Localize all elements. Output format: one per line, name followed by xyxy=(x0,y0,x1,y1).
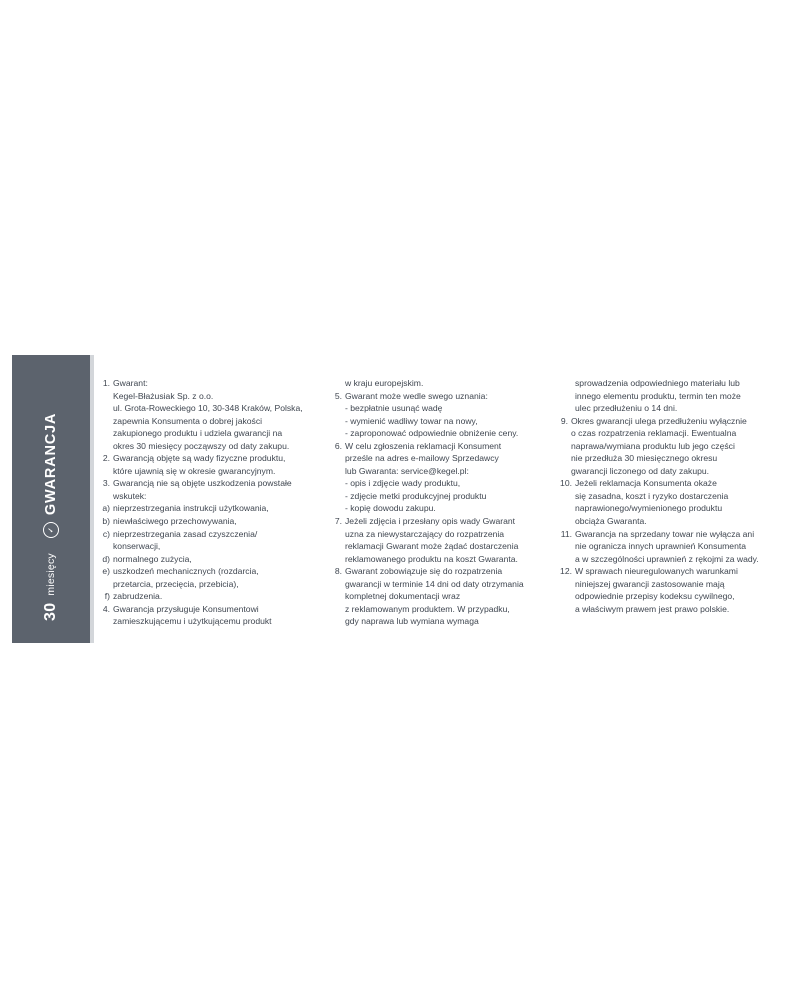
warranty-clause xyxy=(100,477,332,502)
clause-line: obciąża Gwaranta. xyxy=(575,516,647,527)
warranty-clause xyxy=(332,565,558,628)
clause-number: 6. xyxy=(334,440,342,451)
warranty-clause xyxy=(100,590,332,603)
warranty-clause xyxy=(100,603,332,628)
warranty-clause xyxy=(100,377,332,452)
clause-line: reklamowanego produktu na koszt Gwaranta. xyxy=(345,553,518,564)
clause-line: niewłaściwego przechowywania, xyxy=(113,516,237,527)
clause-line: Gwarancja przysługuje Konsumentowi xyxy=(113,603,259,614)
clause-text xyxy=(575,477,788,527)
clause-line: gwarancji liczonego od daty zakupu. xyxy=(571,465,710,476)
clause-number: b) xyxy=(102,516,110,527)
clause-line: o czas rozpatrzenia reklamacji. Ewentualna xyxy=(571,428,737,439)
clause-line: zakupionego produktu i udziela gwarancji na xyxy=(113,428,283,439)
clause-text xyxy=(113,477,332,502)
clause-text xyxy=(113,502,332,515)
warranty-clause xyxy=(100,528,332,553)
clause-line: niniejszej gwarancji zastosowanie mają xyxy=(575,578,725,589)
clause-number: 9. xyxy=(560,415,568,426)
clause-line: W celu zgłoszenia reklamacji Konsument xyxy=(345,440,502,451)
clause-number: 12. xyxy=(560,566,572,577)
clause-line: a właściwym prawem jest prawo polskie. xyxy=(575,603,730,614)
clause-line: nieprzestrzegania instrukcji użytkowania, xyxy=(113,503,269,514)
warranty-clause xyxy=(558,477,788,527)
clause-line: - kopię dowodu zakupu. xyxy=(345,503,436,514)
warranty-clause xyxy=(332,390,558,440)
clause-line: W sprawach nieuregulowanych warunkami xyxy=(575,566,738,577)
clause-number: 10. xyxy=(560,478,572,489)
warranty-clause xyxy=(100,502,332,515)
clause-line: konserwacji, xyxy=(113,541,161,552)
clause-line: - bezpłatnie usunąć wadę xyxy=(345,403,443,414)
clause-line: prześle na adres e-mailowy Sprzedawcy xyxy=(345,453,499,464)
clause-line: okres 30 miesięcy począwszy od daty zakupu. xyxy=(113,440,290,451)
clause-line: Gwarancją nie są objęte uszkodzenia powstałe xyxy=(113,478,292,489)
clause-line: Gwarant może wedle swego uznania: xyxy=(345,390,488,401)
warranty-side-bar-content xyxy=(12,355,90,643)
clause-line: uzna za niewystarczający do rozpatrzenia xyxy=(345,528,505,539)
clause-line: ul. Grota-Roweckiego 10, 30-348 Kraków, Polska, xyxy=(113,403,303,414)
clause-line: Okres gwarancji ulega przedłużeniu wyłącznie xyxy=(571,415,747,426)
clause-line: Jeżeli reklamacja Konsumenta okaże xyxy=(575,478,717,489)
warranty-months-number: 30 xyxy=(42,602,59,621)
clause-line: lub Gwaranta: service@kegel.pl: xyxy=(345,465,469,476)
warranty-clause xyxy=(100,452,332,477)
continuation-line: innego elementu produktu, termin ten może xyxy=(575,390,741,401)
clause-number: 3. xyxy=(102,478,110,489)
clause-text xyxy=(575,565,788,615)
clause-text xyxy=(113,590,332,603)
clause-line: się zasadna, koszt i ryzyko dostarczenia xyxy=(575,490,729,501)
warranty-column-3 xyxy=(558,377,788,628)
warranty-clause xyxy=(332,515,558,565)
warranty-columns xyxy=(100,377,790,628)
clause-line: zapewnia Konsumenta o dobrej jakości xyxy=(113,415,263,426)
clause-number: 8. xyxy=(334,566,342,577)
clause-text xyxy=(113,515,332,528)
clause-text xyxy=(345,440,558,515)
warranty-title: GWARANCJA xyxy=(43,412,59,516)
warranty-column-1 xyxy=(100,377,332,628)
clause-line: które ujawnią się w okresie gwarancyjnym. xyxy=(113,465,276,476)
clause-line: nieprzestrzegania zasad czyszczenia/ xyxy=(113,528,258,539)
clause-text xyxy=(113,377,332,452)
clause-text xyxy=(575,528,788,566)
clause-text xyxy=(113,452,332,477)
clause-line: a w szczególności uprawnień z rękojmi za wady. xyxy=(575,553,759,564)
clause-line: naprawionego/wymienionego produktu xyxy=(575,503,723,514)
clause-line: nie ogranicza innych uprawnień Konsumenta xyxy=(575,541,747,552)
warranty-side-bar xyxy=(12,355,90,643)
clause-number: 5. xyxy=(334,390,342,401)
clause-line: wskutek: xyxy=(113,490,147,501)
clause-line: zabrudzenia. xyxy=(113,591,163,602)
clause-line: Gwarant zobowiązuje się do rozpatrzenia xyxy=(345,566,503,577)
clause-line: - zaproponować odpowiednie obniżenie ceny. xyxy=(345,428,519,439)
clause-text xyxy=(113,565,332,590)
clause-line: kompletnej dokumentacji wraz xyxy=(345,591,461,602)
warranty-clause xyxy=(100,553,332,566)
clause-number: e) xyxy=(102,566,110,577)
clause-text xyxy=(113,603,332,628)
warranty-clause xyxy=(332,440,558,515)
clause-text xyxy=(345,390,558,440)
clause-number: d) xyxy=(102,553,110,564)
clause-text xyxy=(113,528,332,553)
warranty-clause xyxy=(558,565,788,615)
clause-number: 2. xyxy=(102,453,110,464)
clause-line: gdy naprawa lub wymiana wymaga xyxy=(345,616,479,627)
clause-line: gwarancji w terminie 14 dni od daty otrzymania xyxy=(345,578,524,589)
clause-text xyxy=(345,565,558,628)
clause-line: Jeżeli zdjęcia i przesłany opis wady Gwarant xyxy=(345,516,516,527)
vertical-divider xyxy=(90,355,94,643)
clause-line: Gwarant: xyxy=(113,378,148,388)
clause-number: 1. xyxy=(102,378,110,388)
clause-line: Gwarancja na sprzedany towar nie wyłącza ani xyxy=(575,528,755,539)
clause-line: Kegel-Błażusiak Sp. z o.o. xyxy=(113,390,214,401)
clause-line: z reklamowanym produktem. W przypadku, xyxy=(345,603,510,614)
continuation-line: sprowadzenia odpowiedniego materiału lub xyxy=(575,378,740,388)
clause-line: - opis i zdjęcie wady produktu, xyxy=(345,478,461,489)
shield-check-icon: ✓ xyxy=(43,522,59,538)
clause-line: Gwarancją objęte są wady fizyczne produktu, xyxy=(113,453,286,464)
clause-line: reklamacji Gwarant może żądać dostarczenia xyxy=(345,541,519,552)
clause-line: naprawa/wymiana produktu lub jego części xyxy=(571,440,735,451)
clause-number: 7. xyxy=(334,516,342,527)
warranty-clause xyxy=(558,415,788,478)
continuation-line: w kraju europejskim. xyxy=(345,378,424,388)
clause-number: 4. xyxy=(102,603,110,614)
warranty-column-2 xyxy=(332,377,558,628)
clause-number: f) xyxy=(104,591,110,602)
clause-line: - zdjęcie metki produkcyjnej produktu xyxy=(345,490,487,501)
clause-line: odpowiednie przepisy kodeksu cywilnego, xyxy=(575,591,735,602)
clause-number: 11. xyxy=(560,528,572,539)
warranty-months-word: miesięcy xyxy=(45,553,57,596)
clause-line: uszkodzeń mechanicznych (rozdarcia, xyxy=(113,566,259,577)
clause-number: a) xyxy=(102,503,110,514)
continuation-line: ulec przedłużeniu o 14 dni. xyxy=(575,403,678,414)
clause-number: c) xyxy=(102,528,110,539)
clause-line: przetarcia, przecięcia, przebicia), xyxy=(113,578,239,589)
clause-line: - wymienić wadliwy towar na nowy, xyxy=(345,415,478,426)
clause-line: normalnego zużycia, xyxy=(113,553,192,564)
warranty-clause xyxy=(100,565,332,590)
warranty-section xyxy=(0,355,800,643)
warranty-clause xyxy=(100,515,332,528)
clause-line: zamieszkującemu i użytkującemu produkt xyxy=(113,616,272,627)
clause-line: nie przedłuża 30 miesięcznego okresu xyxy=(571,453,718,464)
clause-text xyxy=(345,515,558,565)
clause-text xyxy=(113,553,332,566)
clause-text xyxy=(571,415,788,478)
warranty-clause xyxy=(558,528,788,566)
